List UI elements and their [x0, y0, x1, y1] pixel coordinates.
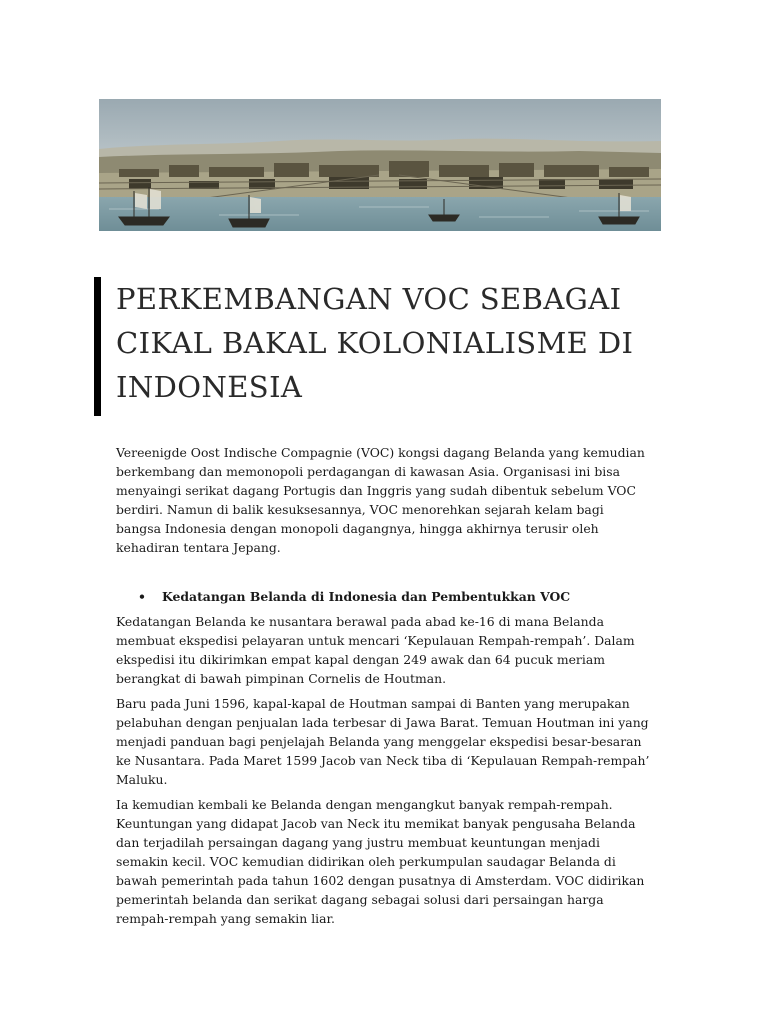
section-list: [116, 587, 650, 606]
section-heading-text: Kedatangan Belanda di Indonesia dan Pembentukkan VOC: [162, 589, 571, 604]
section-heading: [116, 587, 650, 606]
body-paragraph-1: Kedatangan Belanda ke nusantara berawal pada abad ke-16 di mana Belanda membuat ekspedisi pelayaran untuk mencari ‘Kepulauan Rempah-rempah’. Dalam ekspedisi itu dikirimkan empat kapal dengan 249 awak dan 64 pucuk meriam berangkat di bawah pimpinan Cornelis de Houtman.: [116, 614, 635, 686]
panorama-of-colonial-city-image: [99, 99, 661, 231]
title-line-2: CIKAL BAKAL KOLONIALISME DI: [116, 326, 634, 360]
page-title: [116, 277, 656, 409]
banner-image: [99, 99, 661, 231]
title-line-1: PERKEMBANGAN VOC SEBAGAI: [116, 282, 622, 316]
title-accent-bar: [94, 277, 101, 416]
title-block: [94, 277, 654, 416]
intro-paragraph: Vereenigde Oost Indische Compagnie (VOC) kongsi dagang Belanda yang kemudian berkembang dan memonopoli perdagangan di kawasan Asia. Organisasi ini bisa menyaingi serikat dagang Portugis dan Inggris yang sudah dibentuk sebelum VOC berdiri. Namun di balik kesuksesannya, VOC menorehkan sejarah kelam bagi bangsa Indonesia dengan monopoli dagangnya, hingga akhirnya terusir oleh kehadiran tentara Jepang.: [116, 445, 645, 555]
title-line-3: INDONESIA: [116, 370, 303, 404]
article-body: [116, 443, 650, 934]
body-paragraph-2: Baru pada Juni 1596, kapal-kapal de Houtman sampai di Banten yang merupakan pelabuhan dengan penjualan lada terbesar di Jawa Barat. Temuan Houtman ini yang menjadi panduan bagi penjelajah Belanda yang menggelar ekspedisi besar-besaran ke Nusantara. Pada Maret 1599 Jacob van Neck tiba di ‘Kepulauan Rempah-rempah’ Maluku.: [116, 696, 650, 787]
bullet-icon: •: [138, 589, 146, 604]
body-paragraph-3: Ia kemudian kembali ke Belanda dengan mengangkut banyak rempah-rempah. Keuntungan yang didapat Jacob van Neck itu memikat banyak pengusaha Belanda dan terjadilah persaingan dagang yang justru membuat keuntungan menjadi semakin kecil. VOC kemudian didirikan oleh perkumpulan saudagar Belanda di bawah pemerintah pada tahun 1602 dengan pusatnya di Amsterdam. VOC didirikan pemerintah belanda dan serikat dagang sebagai solusi dari persaingan harga rempah-rempah yang semakin liar.: [116, 797, 645, 926]
